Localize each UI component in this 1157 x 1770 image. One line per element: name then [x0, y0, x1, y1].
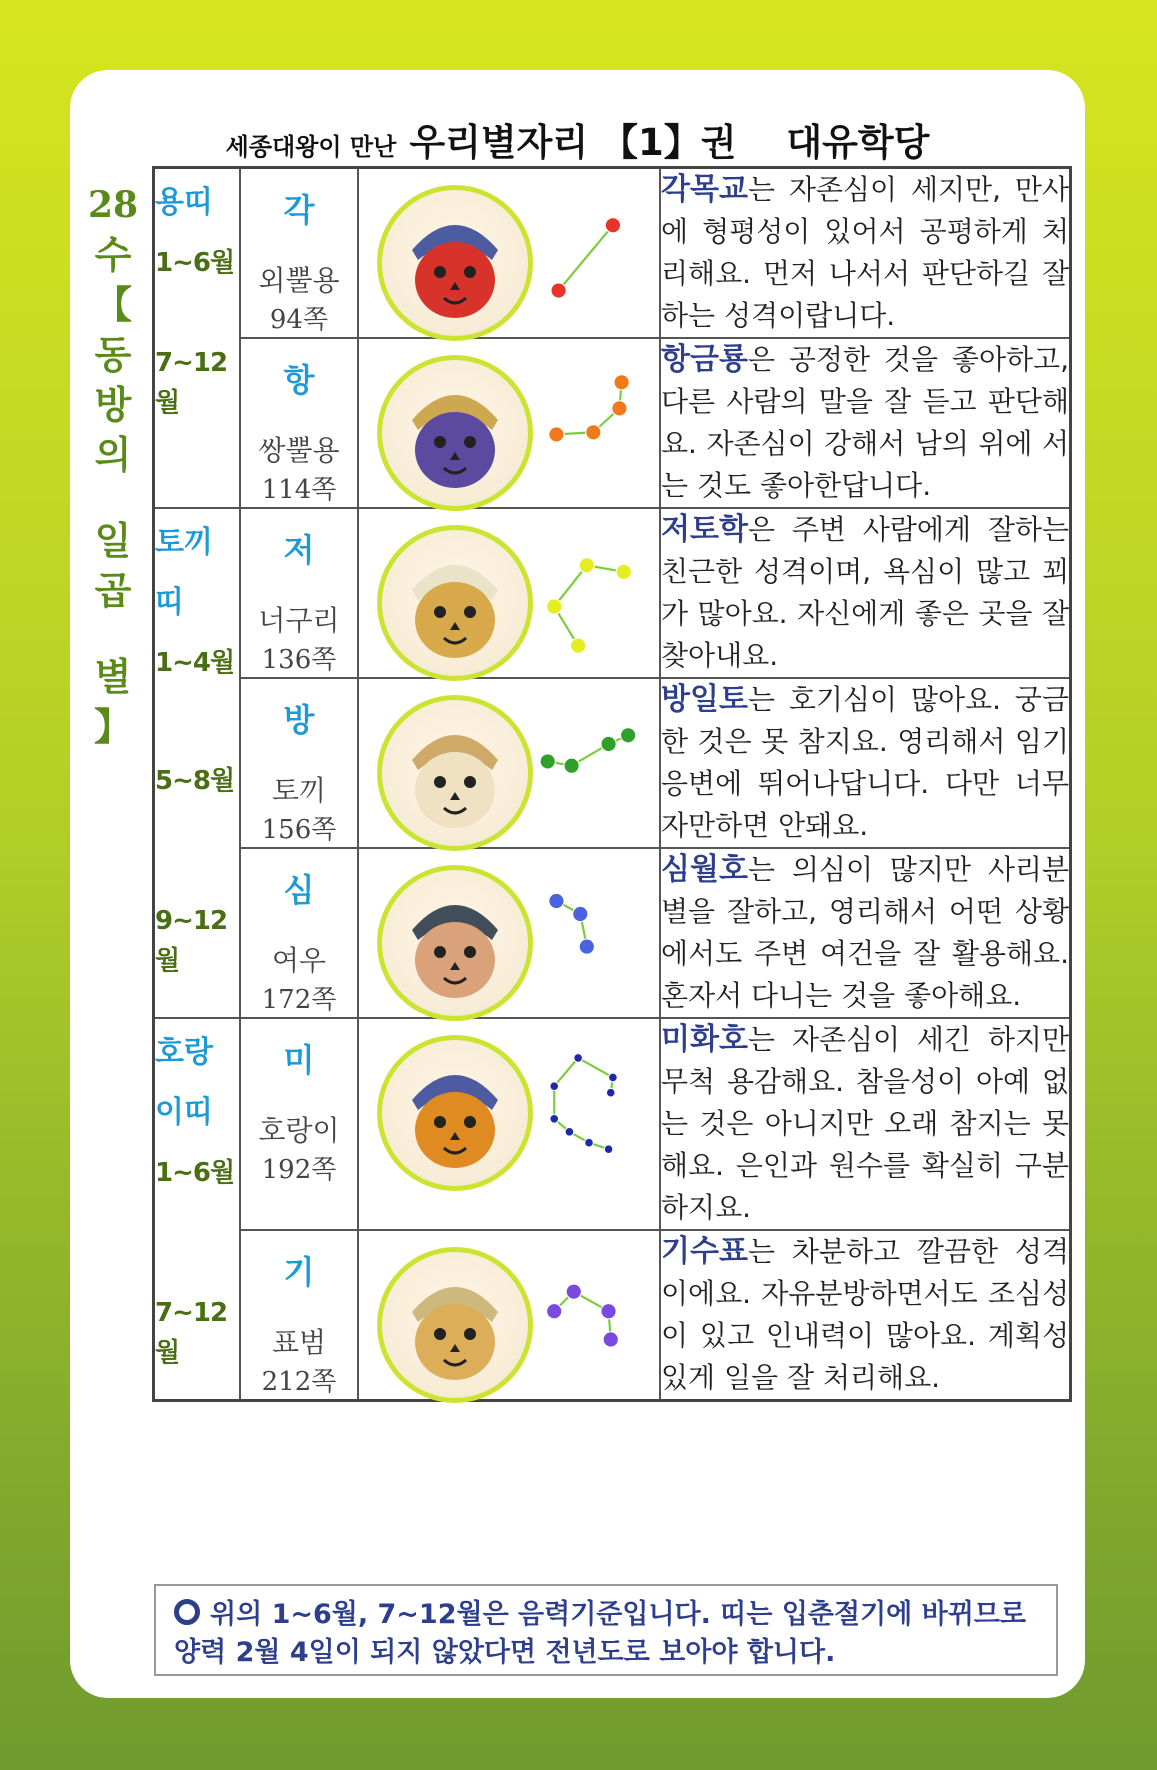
page-label: 192쪽 — [261, 1155, 337, 1185]
constellation-diagram — [539, 1251, 639, 1391]
animal-label: 외뿔용 — [258, 264, 340, 297]
constellation-star — [601, 1304, 616, 1319]
purple-dragon-portrait-icon — [377, 355, 533, 511]
constellation-star — [550, 1114, 559, 1123]
description-text: 는 차분하고 깔끔한 성격이에요. 자유분방하면서도 조심성이 있고 인내력이 많아요. 계획성 있게 일을 잘 처리해요. — [661, 1235, 1069, 1394]
side-title-char: 방 — [94, 382, 132, 427]
star-char: 심 — [283, 871, 315, 909]
description-cell — [660, 848, 1071, 1018]
month-label: 월 — [155, 946, 180, 976]
constellation-star — [574, 1054, 583, 1063]
table-row — [154, 168, 1071, 339]
constellation-star — [547, 1304, 562, 1319]
bullet-icon — [174, 1599, 200, 1625]
constellation-star — [606, 1088, 615, 1097]
constellation-star — [585, 1138, 594, 1147]
ddi-label: 토끼 — [155, 525, 213, 560]
rabbit-portrait-icon — [377, 695, 533, 851]
animal-label: 여우 — [271, 944, 327, 977]
header — [70, 112, 1085, 172]
ddi-label: 호랑 — [155, 1035, 213, 1070]
star-deity-name: 저토학 — [661, 512, 748, 547]
description-cell — [660, 678, 1071, 848]
side-title-char: 곱 — [94, 568, 132, 613]
ddi-cell — [154, 168, 241, 509]
animal-label: 토끼 — [271, 774, 327, 807]
star-char: 방 — [283, 701, 315, 739]
side-title-char: 수 — [94, 232, 132, 277]
animal-label: 표범 — [271, 1326, 327, 1359]
month-label: 9~12 — [155, 906, 228, 936]
side-title-char: 】 — [93, 704, 132, 749]
star-cell — [240, 1230, 358, 1401]
month-label: 1~6월 — [155, 1158, 235, 1188]
description-cell — [660, 508, 1071, 678]
constellation-star — [586, 425, 601, 440]
constellation-diagram — [539, 699, 639, 839]
constellation-star — [547, 599, 562, 614]
constellation-star — [565, 1127, 574, 1136]
month-label: 1~6월 — [155, 248, 235, 278]
tiger-portrait-icon — [377, 1035, 533, 1191]
month-label: 1~4월 — [155, 648, 235, 678]
constellation-diagram — [539, 529, 639, 669]
star-char: 항 — [283, 361, 315, 399]
table-row — [154, 1018, 1071, 1230]
star-char: 미 — [283, 1041, 315, 1079]
ddi-label: 띠 — [155, 585, 184, 620]
picture-cell — [358, 168, 660, 339]
description-text: 는 호기심이 많아요. 궁금한 것은 못 참지요. 영리해서 임기응변에 뛰어나답니다. 다만 너무 자만하면 안돼요. — [661, 683, 1069, 842]
star-table — [152, 166, 1072, 1402]
constellation-diagram — [539, 359, 639, 499]
description-text: 는 자존심이 세긴 하지만 무척 용감해요. 참을성이 아예 없는 것은 아니지만 오래 참지는 못해요. 은인과 원수를 확실히 구분하지요. — [661, 1023, 1069, 1224]
constellation-star — [550, 1082, 559, 1091]
constellation-diagram — [539, 1039, 639, 1179]
ddi-label: 용띠 — [155, 185, 213, 220]
star-deity-name: 각목교 — [661, 172, 748, 207]
page-label: 114쪽 — [261, 475, 337, 505]
side-title-char: 별 — [94, 654, 132, 699]
constellation-star — [604, 1145, 613, 1154]
star-char: 기 — [283, 1253, 315, 1291]
constellation-star — [621, 728, 636, 743]
star-cell — [240, 338, 358, 508]
constellation-star — [540, 754, 555, 769]
constellation-star — [609, 1073, 618, 1082]
description-cell — [660, 1018, 1071, 1230]
picture-cell — [358, 848, 660, 1018]
star-deity-name: 기수표 — [661, 1234, 748, 1269]
star-deity-name: 항금룡 — [661, 342, 748, 377]
picture-cell — [358, 1018, 660, 1230]
side-title-char: 동 — [94, 332, 132, 377]
footnote-text: 위의 1~6월, 7~12월은 음력기준입니다. 띠는 입춘절기에 바뀌므로 양력 2월 4일이 되지 않았다면 전년도로 보아야 합니다. — [174, 1599, 1026, 1668]
leopard-portrait-icon — [377, 1247, 533, 1403]
side-title-char — [86, 616, 140, 652]
side-title-char: 의 — [94, 432, 132, 477]
star-deity-name: 방일토 — [661, 682, 748, 717]
star-cell — [240, 508, 358, 678]
constellation-diagram — [539, 869, 639, 1009]
constellation-star — [616, 564, 631, 579]
description-text: 은 공정한 것을 좋아하고, 다른 사람의 말을 잘 듣고 판단해요. 자존심이 강해서 남의 위에 서는 것도 좋아한답니다. — [661, 343, 1069, 502]
star-deity-name: 심월호 — [661, 852, 748, 887]
constellation-star — [564, 758, 579, 773]
constellation-star — [549, 427, 564, 442]
description-cell — [660, 1230, 1071, 1401]
table-row — [154, 678, 1071, 848]
description-text: 는 의심이 많지만 사리분별을 잘하고, 영리해서 어떤 상황에서도 주변 여건을 잘 활용해요. 혼자서 다니는 것을 좋아해요. — [661, 853, 1069, 1012]
side-title-char — [86, 480, 140, 516]
description-text: 는 자존심이 세지만, 만사에 형평성이 있어서 공평하게 처리해요. 먼저 나서서 판단하길 잘하는 성격이랍니다. — [661, 173, 1069, 332]
month-label: 월 — [155, 1338, 180, 1368]
animal-label: 호랑이 — [258, 1114, 340, 1147]
constellation-star — [579, 558, 594, 573]
constellation-diagram — [539, 189, 639, 329]
table-row — [154, 1230, 1071, 1401]
side-title-char: 일 — [94, 518, 132, 563]
header-subtitle: 세종대왕이 만난 — [225, 133, 397, 161]
star-cell — [240, 678, 358, 848]
ddi-cell — [154, 1018, 241, 1401]
constellation-star — [579, 939, 594, 954]
month-label: 7~12 — [155, 348, 228, 378]
card — [70, 70, 1085, 1698]
constellation-star — [614, 375, 629, 390]
constellation-star — [601, 736, 616, 751]
constellation-star — [605, 218, 620, 233]
picture-cell — [358, 678, 660, 848]
month-label: 5~8월 — [155, 766, 235, 796]
star-char: 저 — [283, 531, 315, 569]
star-cell — [240, 1018, 358, 1230]
month-label: 7~12 — [155, 1298, 228, 1328]
red-dragon-portrait-icon — [377, 185, 533, 341]
picture-cell — [358, 338, 660, 508]
description-cell — [660, 168, 1071, 339]
ddi-cell — [154, 508, 241, 1018]
page-label: 136쪽 — [261, 645, 337, 675]
header-title: 우리별자리 【1】권 대유학당 — [409, 121, 930, 164]
picture-cell — [358, 508, 660, 678]
ddi-label: 이띠 — [155, 1095, 213, 1130]
constellation-star — [566, 1284, 581, 1299]
page-label: 212쪽 — [261, 1367, 337, 1397]
constellation-star — [549, 893, 564, 908]
constellation-star — [612, 401, 627, 416]
animal-label: 너구리 — [258, 604, 340, 637]
constellation-star — [573, 906, 588, 921]
table-row — [154, 848, 1071, 1018]
star-char: 각 — [283, 191, 315, 229]
table-row — [154, 338, 1071, 508]
month-label: 월 — [155, 388, 180, 418]
constellation-star — [603, 1332, 618, 1347]
footnote — [154, 1584, 1058, 1676]
page-label: 94쪽 — [269, 305, 329, 335]
side-title-char: 【 — [93, 282, 132, 327]
animal-label: 쌍뿔용 — [258, 434, 340, 467]
side-title — [86, 180, 140, 752]
fox-portrait-icon — [377, 865, 533, 1021]
raccoon-dog-portrait-icon — [377, 525, 533, 681]
description-text: 은 주변 사람에게 잘하는 친근한 성격이며, 욕심이 많고 꾀가 많아요. 자신에게 좋은 곳을 잘 찾아내요. — [661, 513, 1069, 672]
constellation-star — [571, 638, 586, 653]
star-cell — [240, 168, 358, 339]
star-deity-name: 미화호 — [661, 1022, 748, 1057]
star-cell — [240, 848, 358, 1018]
description-cell — [660, 338, 1071, 508]
constellation-star — [551, 283, 566, 298]
page-label: 156쪽 — [261, 815, 337, 845]
page-label: 172쪽 — [261, 985, 337, 1015]
side-title-char: 28 — [87, 184, 139, 226]
table-row — [154, 508, 1071, 678]
picture-cell — [358, 1230, 660, 1401]
